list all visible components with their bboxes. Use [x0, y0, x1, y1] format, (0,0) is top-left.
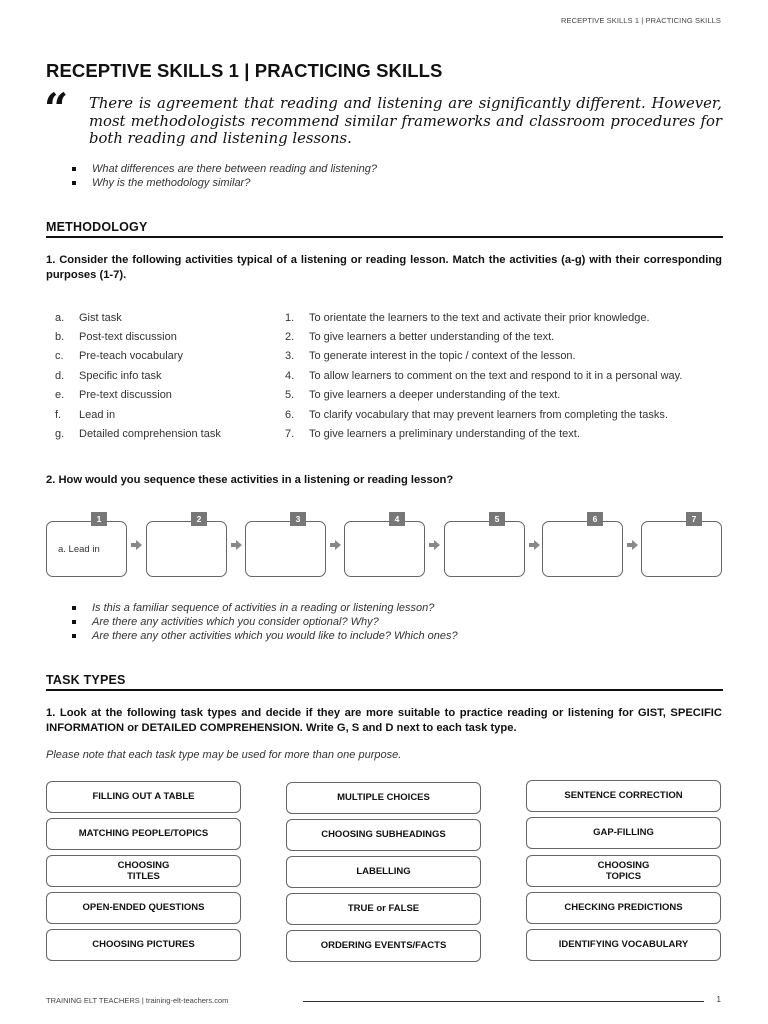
purpose-label: To generate interest in the topic / context of the lesson. [309, 350, 576, 363]
sequence-step-number: 7 [686, 512, 702, 526]
activity-letter: d. [55, 369, 65, 382]
methodology-question-1: 1. Consider the following activities typical of a listening or reading lesson. Match the activities (a-g) with their corresponding purposes (1-7). [46, 254, 722, 281]
match-row [55, 347, 729, 366]
purpose-number: 2. [285, 331, 295, 344]
sequence-question: Is this a familiar sequence of activities in a reading or listening lesson? [70, 601, 458, 615]
sequence-step-number: 6 [587, 512, 603, 526]
purpose-label: To clarify vocabulary that may prevent learners from completing the tasks. [309, 408, 668, 421]
sequence-box-content: a. Lead in [58, 543, 100, 555]
activity-label: Lead in [79, 408, 116, 421]
activity-label: Specific info task [79, 369, 162, 382]
sequence-box[interactable] [344, 514, 425, 577]
purpose-label: To allow learners to comment on the text and respond to it in a personal way. [309, 369, 683, 382]
activity-letter: g. [55, 428, 65, 441]
sequence-step-number: 2 [191, 512, 207, 526]
activity-letter: c. [55, 350, 64, 363]
purpose-number: 3. [285, 350, 295, 363]
task-type-box[interactable]: IDENTIFYING VOCABULARY [526, 929, 721, 961]
sequence-step-number: 5 [489, 512, 505, 526]
purpose-label: To give learners a preliminary understanding of the text. [309, 428, 580, 441]
intro-questions [70, 162, 377, 190]
running-header: RECEPTIVE SKILLS 1 | PRACTICING SKILLS [561, 16, 721, 25]
matching-exercise [55, 308, 729, 444]
task-type-box[interactable]: MATCHING PEOPLE/TOPICS [46, 818, 241, 850]
task-types-note: Please note that each task type may be used for more than one purpose. [46, 749, 402, 761]
task-type-box[interactable]: OPEN-ENDED QUESTIONS [46, 892, 241, 924]
task-type-box[interactable] [526, 855, 721, 887]
section-divider [46, 236, 723, 238]
intro-question: What differences are there between reading and listening? [70, 162, 377, 176]
purpose-label: To give learners a deeper understanding of the text. [309, 389, 561, 402]
activity-label: Pre-text discussion [79, 389, 172, 402]
sequence-questions [70, 601, 458, 643]
purpose-number: 4. [285, 369, 295, 382]
sequence-question: Are there any other activities which you would like to include? Which ones? [70, 629, 458, 643]
page-number: 1 [716, 995, 721, 1004]
activity-letter: f. [55, 408, 62, 421]
intro-quote: There is agreement that reading and listening are significantly different. However, most methodologists recommend similar frameworks and classroom procedures for both reading and listening lessons. [89, 95, 722, 147]
section-heading-task-types: TASK TYPES [46, 673, 126, 687]
sequence-box[interactable] [46, 514, 127, 577]
match-row [55, 366, 729, 385]
task-type-box[interactable] [46, 855, 241, 887]
activity-letter: a. [55, 311, 65, 324]
purpose-number: 7. [285, 428, 295, 441]
purpose-label: To orientate the learners to the text and activate their prior knowledge. [309, 311, 650, 324]
task-type-box[interactable]: FILLING OUT A TABLE [46, 781, 241, 813]
task-type-box[interactable]: ORDERING EVENTS/FACTS [286, 930, 481, 962]
activity-letter: b. [55, 331, 65, 344]
sequence-step-number: 3 [290, 512, 306, 526]
match-row [55, 424, 729, 443]
activity-label: Detailed comprehension task [79, 428, 221, 441]
quote-mark-icon: “ [44, 84, 69, 133]
sequence-step-number: 1 [91, 512, 107, 526]
task-type-label: CHOOSING TITLES [117, 859, 170, 882]
page-title: RECEPTIVE SKILLS 1 | PRACTICING SKILLS [46, 60, 443, 81]
task-type-box[interactable]: LABELLING [286, 856, 481, 888]
purpose-number: 5. [285, 389, 295, 402]
task-type-box[interactable]: TRUE or FALSE [286, 893, 481, 925]
sequence-step-number: 4 [389, 512, 405, 526]
task-type-label: CHOOSING TOPICS [597, 859, 650, 882]
task-types-question-1: 1. Look at the following task types and decide if they are more suitable to practice reading or listening for GIST, SPECIFIC INFORMATION or DETAILED COMPREHENSION. Write G, S and D next to each task type. [46, 707, 722, 734]
match-row [55, 386, 729, 405]
task-type-box[interactable]: MULTIPLE CHOICES [286, 782, 481, 814]
task-type-box[interactable]: GAP-FILLING [526, 817, 721, 849]
purpose-number: 6. [285, 408, 295, 421]
intro-question: Why is the methodology similar? [70, 176, 377, 190]
methodology-question-2: 2. How would you sequence these activities in a listening or reading lesson? [46, 474, 454, 486]
section-heading-methodology: METHODOLOGY [46, 220, 148, 234]
activity-letter: e. [55, 389, 65, 402]
sequence-box[interactable] [245, 514, 326, 577]
match-row [55, 308, 729, 327]
task-type-box[interactable]: SENTENCE CORRECTION [526, 780, 721, 812]
sequence-box[interactable] [444, 514, 525, 577]
sequence-box[interactable] [542, 514, 623, 577]
task-type-box[interactable]: CHOOSING PICTURES [46, 929, 241, 961]
purpose-number: 1. [285, 311, 295, 324]
task-type-box[interactable]: CHECKING PREDICTIONS [526, 892, 721, 924]
sequence-box[interactable] [641, 514, 722, 577]
sequence-box[interactable] [146, 514, 227, 577]
footer-divider [303, 1001, 704, 1002]
sequence-question: Are there any activities which you consider optional? Why? [70, 615, 458, 629]
match-row [55, 327, 729, 346]
purpose-label: To give learners a better understanding of the text. [309, 331, 555, 344]
activity-label: Gist task [79, 311, 122, 324]
footer-text: TRAINING ELT TEACHERS | training-elt-teachers.com [46, 996, 229, 1005]
activity-label: Post-text discussion [79, 331, 177, 344]
section-divider [46, 689, 723, 691]
task-type-box[interactable]: CHOOSING SUBHEADINGS [286, 819, 481, 851]
match-row [55, 405, 729, 424]
activity-label: Pre-teach vocabulary [79, 350, 183, 363]
